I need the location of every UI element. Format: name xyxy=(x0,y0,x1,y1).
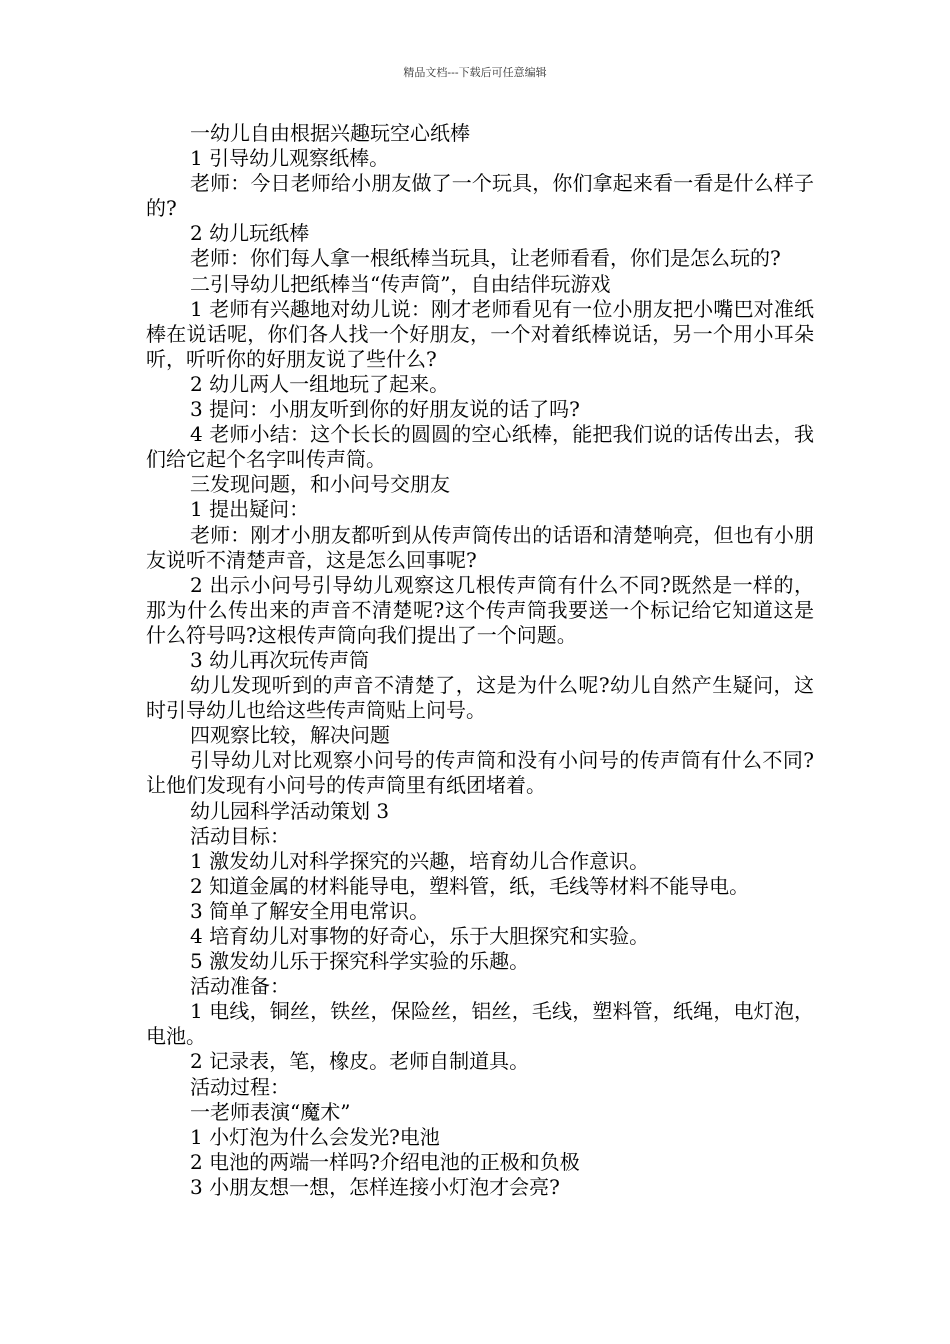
paragraph: 1 激发幼儿对科学探究的兴趣，培育幼儿合作意识。 xyxy=(190,848,650,873)
paragraph: 4 培育幼儿对事物的好奇心，乐于大胆探究和实验。 xyxy=(190,924,650,948)
paragraph: 1 小灯泡为什么会发光?电池 xyxy=(190,1124,440,1149)
paragraph: 二引导幼儿把纸棒当“传声筒”，自由结伴玩游戏 xyxy=(190,271,611,296)
paragraph: 3 幼儿再次玩传声筒 xyxy=(190,647,370,672)
paragraph: 四观察比较，解决问题 xyxy=(190,723,390,748)
paragraph: 1 电线，铜丝，铁丝，保险丝，铝丝，毛线，塑料管，纸绳，电灯泡，电池。 xyxy=(146,999,814,1049)
paragraph: 3 提问：小朋友听到你的好朋友说的话了吗? xyxy=(190,397,580,422)
paragraph: 2 记录表，笔，橡皮。老师自制道具。 xyxy=(190,1049,530,1074)
paragraph: 5 激发幼儿乐于探究科学实验的乐趣。 xyxy=(190,949,530,974)
paragraph: 老师：你们每人拿一根纸棒当玩具，让老师看看，你们是怎么玩的? xyxy=(190,246,781,271)
paragraph: 一幼儿自由根据兴趣玩空心纸棒 xyxy=(190,121,470,145)
paragraph: 1 引导幼儿观察纸棒。 xyxy=(190,146,390,171)
paragraph: 幼儿发现听到的声音不清楚了，这是为什么呢?幼儿自然产生疑问，这时引导幼儿也给这些传声筒贴上问号。 xyxy=(146,673,814,723)
page-header: 精品文档---下载后可任意编辑 xyxy=(403,66,547,79)
section-title: 幼儿园科学活动策划 3 xyxy=(190,798,390,823)
paragraph: 老师：今日老师给小朋友做了一个玩具，你们拿起来看一看是什么样子的? xyxy=(146,171,814,221)
paragraph: 3 小朋友想一想，怎样连接小灯泡才会亮? xyxy=(190,1174,560,1199)
paragraph: 一老师表演“魔术” xyxy=(190,1099,351,1124)
paragraph: 活动准备： xyxy=(190,974,290,999)
paragraph: 老师：刚才小朋友都听到从传声筒传出的话语和清楚响亮，但也有小朋友说听不清楚声音，这是怎么回事呢? xyxy=(146,522,814,572)
paragraph: 2 出示小问号引导幼儿观察这几根传声筒有什么不同?既然是一样的，那为什么传出来的声音不清楚呢?这个传声筒我要送一个标记给它知道这是什么符号吗?这根传声筒向我们提出了一个问题。 xyxy=(146,572,814,647)
paragraph: 活动过程： xyxy=(190,1074,290,1099)
paragraph: 2 知道金属的材料能导电，塑料管，纸，毛线等材料不能导电。 xyxy=(190,873,750,898)
paragraph: 2 幼儿玩纸棒 xyxy=(190,221,310,246)
paragraph: 1 提出疑问： xyxy=(190,497,310,522)
paragraph: 活动目标： xyxy=(190,823,290,848)
paragraph: 三发现问题，和小问号交朋友 xyxy=(190,472,450,497)
paragraph: 引导幼儿对比观察小问号的传声筒和没有小问号的传声筒有什么不同?让他们发现有小问号的传声筒里有纸团堵着。 xyxy=(146,748,814,798)
paragraph: 2 电池的两端一样吗?介绍电池的正极和负极 xyxy=(190,1149,580,1174)
document-body xyxy=(146,121,814,1200)
paragraph: 1 老师有兴趣地对幼儿说：刚才老师看见有一位小朋友把小嘴巴对准纸棒在说话呢，你们各人找一个好朋友，一个对着纸棒说话，另一个用小耳朵听，听听你的好朋友说了些什么? xyxy=(146,296,814,371)
paragraph: 3 简单了解安全用电常识。 xyxy=(190,898,430,923)
paragraph: 2 幼儿两人一组地玩了起来。 xyxy=(190,371,450,396)
paragraph: 4 老师小结：这个长长的圆圆的空心纸棒，能把我们说的话传出去，我们给它起个名字叫传声筒。 xyxy=(146,422,814,472)
